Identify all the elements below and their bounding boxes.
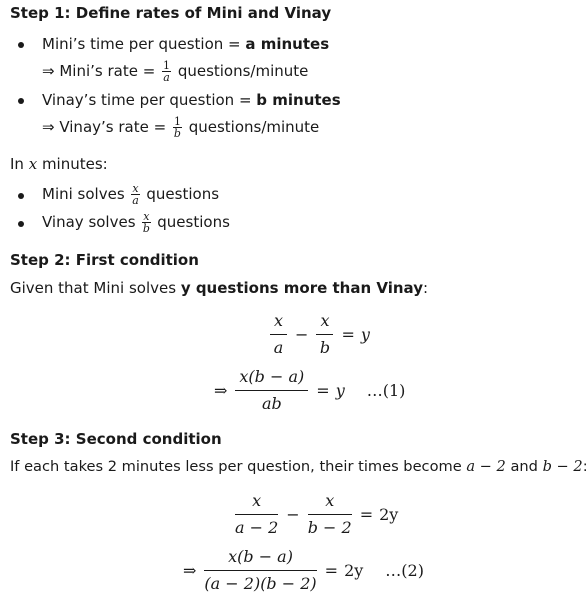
step2-text-bold: y questions more than Vinay xyxy=(180,279,423,297)
mini-rate-fraction xyxy=(162,60,171,83)
vinay-rate-fraction xyxy=(173,116,182,139)
fraction-denominator: b xyxy=(142,222,150,235)
fraction-numerator: x xyxy=(143,210,150,223)
equation-rhs: 2y xyxy=(344,561,364,580)
minus-sign: − xyxy=(295,325,309,344)
equation-fraction xyxy=(270,310,287,359)
step2-text xyxy=(10,279,428,297)
step3-term-b: b − 2 xyxy=(542,458,583,475)
equation-fraction xyxy=(316,310,333,359)
vinay-time-text: Vinay’s time per question = xyxy=(42,91,257,109)
implies-arrow: ⇒ xyxy=(214,381,228,400)
equation-rhs: y xyxy=(360,325,370,344)
mini-time-text: Mini’s time per question = xyxy=(42,35,246,53)
vinay-rate-line xyxy=(42,116,319,139)
mini-time-line xyxy=(42,35,329,53)
equals-sign: = xyxy=(359,505,374,524)
fraction-numerator: x(b − a) xyxy=(204,546,316,571)
equation-fraction xyxy=(204,546,316,595)
step3-colon: : xyxy=(582,458,588,475)
in-x-var: x xyxy=(28,155,38,173)
step3-term-a: a − 2 xyxy=(466,458,506,475)
equation-fraction xyxy=(235,490,278,539)
equation-tag: …(2) xyxy=(385,561,424,580)
equals-sign: = xyxy=(324,561,339,580)
bullet-dot xyxy=(18,221,24,227)
fraction-numerator: x xyxy=(308,490,352,515)
mini-solves-prefix: Mini solves xyxy=(42,185,130,203)
fraction-numerator: x xyxy=(316,310,333,335)
step1-heading: Step 1: Define rates of Mini and Vinay xyxy=(10,4,332,22)
equation-rhs: 2y xyxy=(379,505,399,524)
mini-rate-prefix: ⇒ Mini’s rate = xyxy=(42,62,161,80)
equation-1 xyxy=(214,366,405,415)
bullet-dot xyxy=(18,98,24,104)
fraction-denominator: a − 2 xyxy=(235,518,279,537)
mini-rate-line xyxy=(42,60,308,83)
vinay-rate-prefix: ⇒ Vinay’s rate = xyxy=(42,118,171,136)
fraction-denominator: a xyxy=(163,71,170,84)
fraction-numerator: x xyxy=(132,182,139,195)
bullet-dot xyxy=(18,193,24,199)
fraction-numerator: x xyxy=(235,490,278,515)
equation-rhs: y xyxy=(335,381,345,400)
fraction-numerator: 1 xyxy=(173,115,181,128)
fraction-denominator: b − 2 xyxy=(307,518,352,537)
equation-tag: …(1) xyxy=(366,381,406,400)
vinay-rate-suffix: questions/minute xyxy=(183,118,320,136)
mini-solves-suffix: questions xyxy=(141,185,220,203)
fraction-denominator: b xyxy=(173,127,181,140)
fraction-numerator: x(b − a) xyxy=(235,366,308,391)
vinay-solves-prefix: Vinay solves xyxy=(42,213,141,231)
fraction-denominator: b xyxy=(319,338,331,357)
vinay-solves-line xyxy=(42,211,230,234)
step3-text-prefix: If each takes 2 minutes less per question, their times become xyxy=(10,458,467,475)
equation-fraction xyxy=(308,490,352,539)
implies-arrow: ⇒ xyxy=(183,561,197,580)
vinay-time-line xyxy=(42,91,341,109)
equals-sign: = xyxy=(316,381,330,400)
in-x-prefix: In xyxy=(10,155,29,173)
vinay-solves-fraction xyxy=(142,211,150,234)
fraction-numerator: x xyxy=(270,310,287,335)
fraction-denominator: a xyxy=(132,194,139,207)
equals-sign: = xyxy=(341,325,355,344)
step3-heading: Step 3: Second condition xyxy=(10,430,222,448)
step2-heading: Step 2: First condition xyxy=(10,251,199,269)
equation-2 xyxy=(183,546,424,595)
equation-step3-a xyxy=(233,490,398,539)
mini-solves-fraction xyxy=(131,183,139,206)
mini-solves-line xyxy=(42,183,219,206)
step2-text-prefix: Given that Mini solves xyxy=(10,279,181,297)
step3-and: and xyxy=(505,458,543,475)
equation-step2-a xyxy=(268,310,370,359)
step3-text xyxy=(10,458,588,475)
fraction-denominator: ab xyxy=(261,394,282,413)
in-x-minutes xyxy=(10,155,108,173)
in-x-suffix: minutes: xyxy=(37,155,108,173)
fraction-denominator: a xyxy=(273,338,284,357)
mini-time-value: a minutes xyxy=(245,35,330,53)
vinay-time-value: b minutes xyxy=(256,91,341,109)
fraction-numerator: 1 xyxy=(163,59,171,72)
fraction-denominator: (a − 2)(b − 2) xyxy=(204,574,317,593)
bullet-dot xyxy=(18,42,24,48)
minus-sign: − xyxy=(286,505,300,524)
mini-rate-suffix: questions/minute xyxy=(173,62,309,80)
step2-text-suffix: : xyxy=(422,279,429,297)
equation-fraction xyxy=(235,366,308,415)
vinay-solves-suffix: questions xyxy=(152,213,230,231)
